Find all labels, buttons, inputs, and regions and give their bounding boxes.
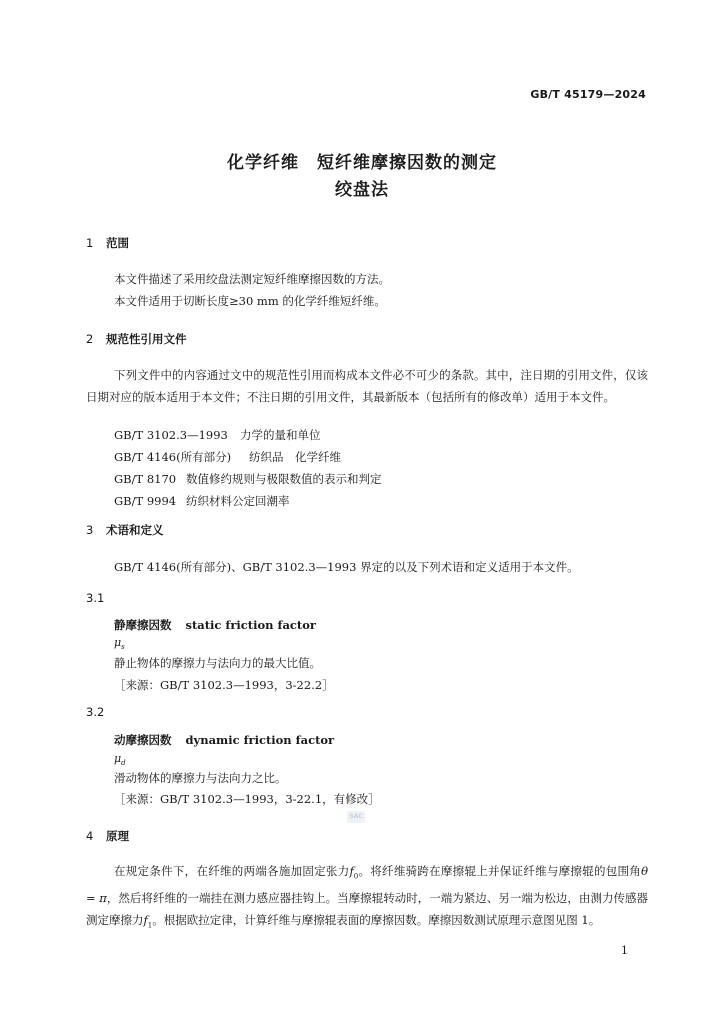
term-english: static friction factor — [185, 618, 316, 632]
term-heading — [114, 617, 316, 633]
section-title: 范围 — [106, 236, 129, 250]
reference-item — [114, 449, 341, 465]
reference-item — [114, 471, 382, 487]
symbol-mu: μ — [114, 752, 122, 765]
text-run: ，然后将纤维的一端挂在测力感应器挂钩上。当摩擦辊转动时，一端为紧边、另一端为松边，由测力传感器测定摩擦力 — [86, 891, 648, 928]
reference-item — [114, 493, 290, 509]
symbol-subscript: d — [121, 759, 126, 768]
symbol-subscript: 1 — [147, 921, 153, 930]
term-number: 3.2 — [86, 705, 105, 719]
text-run: 。根据欧拉定律，计算纤维与摩擦辊表面的摩擦因数。摩擦因数测试原理示意图见图 1。 — [152, 913, 601, 928]
term-source: ［来源：GB/T 3102.3—1993，3-22.1，有修改］ — [114, 792, 380, 806]
text-run: 。将纤维骑跨在摩擦辊上并保证纤维与摩擦辊的包围角 — [358, 864, 642, 878]
reference-code: GB/T 8170 — [114, 472, 177, 486]
symbol-subscript: s — [121, 643, 125, 652]
section-1-heading — [86, 235, 129, 251]
text-run: 在规定条件下，在纤维的两端各施加固定张力 — [114, 864, 350, 878]
section-title: 规范性引用文件 — [106, 332, 187, 346]
term-symbol — [114, 636, 125, 651]
paragraph: 下列文件中的内容通过文中的规范性引用而构成本文件必不可少的条款。其中，注日期的引用文件，仅该日期对应的版本适用于本文件；不注日期的引用文件，其最新版本（包括所有的修改单）适用于本文件。 — [86, 368, 648, 404]
section-title: 原理 — [106, 829, 129, 843]
paragraph: GB/T 4146(所有部分)、GB/T 3102.3—1993 界定的以及下列术语和定义适用于本文件。 — [114, 560, 579, 574]
reference-name: 数值修约规则与极限数值的表示和判定 — [186, 472, 382, 486]
reference-name: 纺织材料公定回潮率 — [186, 494, 290, 508]
reference-item — [114, 427, 321, 443]
section-title: 术语和定义 — [106, 523, 164, 537]
standard-number: GB/T 45179—2024 — [530, 88, 646, 101]
term-heading — [114, 732, 334, 748]
symbol-theta: θ = π — [86, 864, 649, 906]
term-english: dynamic friction factor — [185, 733, 335, 747]
term-number: 3.1 — [86, 591, 105, 605]
symbol-mu: μ — [114, 636, 122, 649]
paragraph — [86, 860, 648, 937]
section-3-heading — [86, 522, 164, 538]
document-subtitle: 绞盘法 — [335, 180, 389, 200]
section-4-heading — [86, 828, 129, 844]
symbol-f: f — [143, 913, 148, 928]
term-definition: 滑动物体的摩擦力与法向力之比。 — [114, 771, 287, 785]
section-number: 1 — [86, 236, 94, 250]
paragraph: 本文件适用于切断长度≥30 mm 的化学纤维短纤维。 — [114, 294, 386, 308]
reference-code: GB/T 4146(所有部分) — [114, 450, 232, 464]
section-number: 4 — [86, 829, 94, 843]
term-definition: 静止物体的摩擦力与法向力的最大比值。 — [114, 656, 321, 670]
symbol-subscript: 0 — [353, 872, 359, 881]
section-2-heading — [86, 331, 187, 347]
term-source: ［来源：GB/T 3102.3—1993，3-22.2］ — [114, 678, 334, 692]
term-chinese: 动摩擦因数 — [114, 733, 172, 747]
reference-code: GB/T 3102.3—1993 — [114, 428, 228, 442]
symbol-f: f — [349, 864, 354, 878]
term-chinese: 静摩擦因数 — [114, 618, 172, 632]
section-number: 2 — [86, 332, 94, 346]
reference-code: GB/T 9994 — [114, 494, 177, 508]
term-symbol — [114, 752, 126, 767]
paragraph: 本文件描述了采用绞盘法测定短纤维摩擦因数的方法。 — [114, 272, 390, 286]
reference-name: 力学的量和单位 — [240, 428, 321, 442]
document-title: 化学纤维 短纤维摩擦因数的测定 — [227, 153, 497, 173]
section-number: 3 — [86, 523, 94, 537]
reference-name: 纺织品 化学纤维 — [249, 450, 341, 464]
page-number: 1 — [621, 944, 628, 957]
watermark-logo: SAC — [347, 811, 365, 823]
